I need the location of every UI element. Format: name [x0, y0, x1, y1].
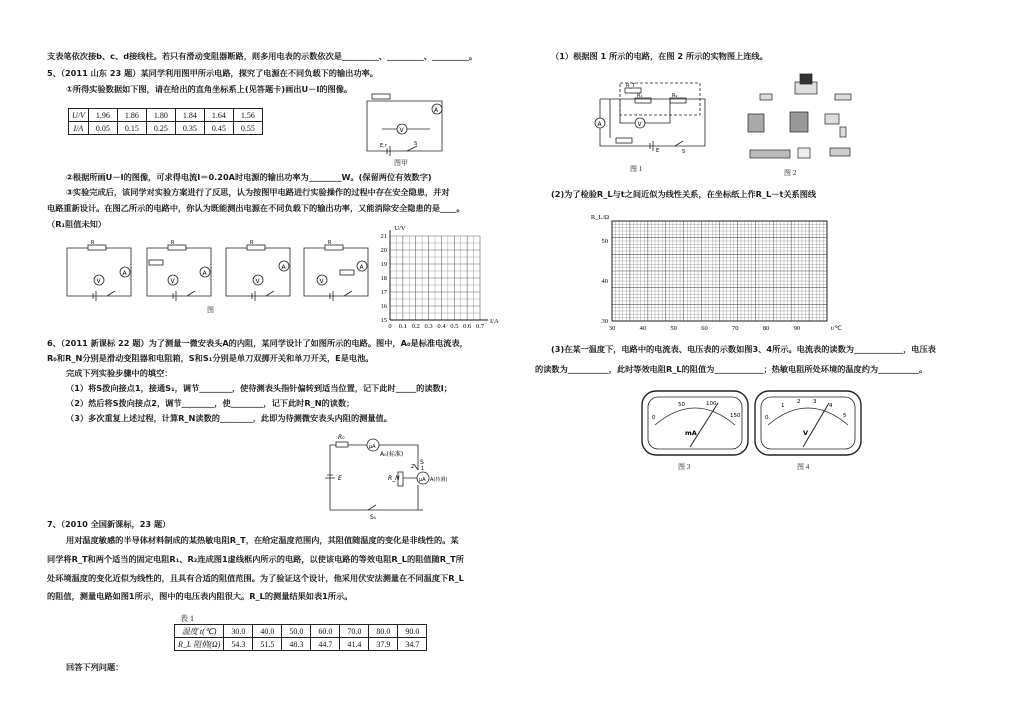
- text-line1: 支表笔依次接b、c、d接线柱。若只有滑动变阻器断路，则多用电表的示数依次是_________、_________、_________。: [47, 51, 478, 61]
- q7-line3: 处环境温度的变化近似为线性的，且具有合适的阻值范围。为了验证这个设计，他采用伏安法测量在不同温度下R_L: [47, 573, 464, 583]
- meter4-tick-0: 0: [765, 415, 769, 421]
- meter-v: [753, 389, 863, 457]
- fig2-caption: 图 2: [784, 169, 797, 177]
- svg-text:A: A: [359, 264, 364, 271]
- row-header: 温度 t(℃): [175, 625, 224, 638]
- table-cell: 40.0: [253, 625, 282, 638]
- x-axis-label: I/A: [490, 318, 499, 325]
- svg-text:R: R: [91, 240, 95, 246]
- q6-step2: （2）然后将S拨向接点2，调节________，使________，记下此时R_N的读数；: [66, 398, 355, 408]
- q5-data-table: [68, 108, 263, 135]
- table-cell: 30.0: [224, 625, 253, 638]
- table-cell: 41.4: [340, 638, 369, 651]
- table-cell: 0.25: [146, 122, 175, 135]
- table1: [174, 624, 427, 651]
- x-tick-label: 40: [639, 325, 647, 332]
- table-cell: 48.3: [282, 638, 311, 651]
- svg-text:S: S: [682, 149, 686, 155]
- q7-line1: 用对温度敏感的半导体材料制成的某热敏电阻R_T，在给定温度范围内，其阻值随温度的变化是非线性的。某: [66, 535, 459, 545]
- q5-part3-line1: ③实验完成后，该同学对实验方案进行了反思，认为按图甲电路进行实验操作的过程中存在安全隐患，并对: [66, 187, 450, 197]
- table-cell: 34.7: [398, 638, 427, 651]
- svg-text:R_T: R_T: [626, 83, 636, 89]
- x-axis-label: t/℃: [831, 325, 842, 332]
- svg-text:V: V: [399, 127, 404, 134]
- table-cell: 0.15: [117, 122, 146, 135]
- meter3-tick-1: 50: [678, 402, 685, 408]
- q5-heading: 5、（2011 山东 23 题）某同学利用图甲所示电路，探究了电源在不同负载下的输出功率。: [47, 68, 378, 78]
- q6-line2: R₀和R_N分别是滑动变阻器和电阻箱，S和S₁分别是单刀双掷开关和单刀开关，E是电池。: [47, 353, 374, 363]
- table-cell: 70.0: [340, 625, 369, 638]
- table-row: [175, 638, 427, 651]
- svg-text:V: V: [637, 121, 642, 128]
- y-tick-label: 19: [380, 261, 387, 268]
- table-cell: 0.05: [88, 122, 117, 135]
- circuit-option-d: [300, 240, 372, 302]
- q6-label-s1: S₁: [370, 514, 377, 521]
- table-cell: 90.0: [398, 625, 427, 638]
- x-tick-label: 70: [732, 325, 739, 332]
- svg-text:V: V: [255, 278, 260, 285]
- table-cell: 60.0: [311, 625, 340, 638]
- r-q3-line2: 的读数为__________，此时等效电阻R_L的阻值为____________；热敏电阻所处环境的温度约为__________。: [535, 364, 928, 374]
- x-tick-label: 0: [388, 323, 392, 330]
- q6-step1: （1）将S拨向接点1，接通S₁，调节________，使待测表头指针偏转到适当位置，记下此时_____的读数I；: [66, 383, 452, 393]
- table-cell: 1.86: [117, 109, 146, 122]
- meter3-tick-2: 100: [706, 401, 717, 407]
- q5-part3-line2: 电路重新设计。在图乙所示的电路中，你认为既能测出电源在不同负载下的输出功率，又能消除安全隐患的是____。: [47, 203, 465, 213]
- x-tick-label: 0.2: [411, 323, 420, 330]
- table-cell: 44.7: [311, 638, 340, 651]
- table-cell: 51.5: [253, 638, 282, 651]
- svg-text:S: S: [414, 141, 418, 147]
- q6-label-n1: 1: [421, 466, 425, 472]
- svg-text:A: A: [597, 121, 602, 128]
- table-cell: 1.64: [204, 109, 233, 122]
- svg-text:E: E: [656, 148, 660, 154]
- circuit-fig-jia: [362, 91, 452, 161]
- fig1-caption: 图 1: [630, 165, 643, 173]
- x-tick-label: 0.4: [437, 323, 446, 330]
- x-tick-label: 0.6: [463, 323, 472, 330]
- r-q2: (2)为了检验R_L与t之间近似为线性关系，在坐标纸上作R_L－t关系图线: [551, 189, 817, 199]
- meter3-tick-3: 150: [730, 413, 741, 419]
- fig-yi-caption: 图: [207, 306, 214, 314]
- table-row: [69, 122, 263, 135]
- table-cell: 1.84: [175, 109, 204, 122]
- rt-graph-paper: [580, 213, 850, 333]
- y-tick-label: 18: [380, 275, 387, 282]
- x-tick-label: 0.5: [450, 323, 459, 330]
- circuit-option-a: [63, 240, 135, 302]
- r-q1: （1）根据图 1 所示的电路，在图 2 所示的实物图上连线。: [551, 51, 768, 61]
- fig4-caption: 图 4: [797, 463, 810, 471]
- x-tick-label: 30: [608, 325, 616, 332]
- q6-label-a: A(待测): [430, 477, 448, 483]
- y-tick-label: 17: [380, 289, 387, 296]
- x-tick-label: 50: [670, 325, 677, 332]
- fig-jia-caption: 图甲: [394, 159, 408, 167]
- table-cell: 50.0: [282, 625, 311, 638]
- circuit-fig1: [590, 78, 710, 156]
- meter4-tick-2: 2: [797, 399, 801, 405]
- q5-part2: ②根据所画U－I的图像，可求得电流I＝0.20A时电源的输出功率为________W。(保留两位有效数字): [66, 172, 432, 182]
- meter4-unit: V: [803, 429, 809, 437]
- row-header: U/V: [69, 109, 89, 122]
- circuit-option-b: [143, 240, 215, 302]
- meter4-tick-1: 1: [781, 403, 785, 409]
- q5-part3-note: （R₁阻值未知）: [47, 219, 107, 229]
- table-cell: 0.45: [204, 122, 233, 135]
- q6-step3: （3）多次重复上述过程，计算R_N读数的________，此即为待测微安表头内阻的测量值。: [66, 413, 392, 423]
- meter4-tick-5: 5: [843, 413, 847, 419]
- circuit-option-c: [222, 240, 294, 302]
- y-tick-label: 40: [601, 278, 608, 285]
- svg-text:R₁: R₁: [637, 93, 643, 99]
- svg-text:μA: μA: [369, 444, 376, 450]
- table-cell: 80.0: [369, 625, 398, 638]
- meter4-tick-3: 3: [813, 399, 817, 405]
- table-row: [69, 109, 263, 122]
- x-tick-label: 0.7: [475, 323, 485, 330]
- q6-line3: 完成下列实验步骤中的填空：: [66, 368, 173, 378]
- meter3-tick-0: 0: [652, 415, 656, 421]
- table-cell: 0.55: [233, 122, 262, 135]
- x-tick-label: 0.1: [398, 323, 407, 330]
- q6-heading: 6、（2011 新课标 22 题）为了测量一微安表头A的内阻，某同学设计了如图所示的电路。图中，A₀是标准电流表，: [47, 338, 468, 348]
- svg-text:μA: μA: [419, 477, 426, 483]
- svg-text:E,r: E,r: [380, 143, 387, 149]
- svg-text:A: A: [122, 270, 127, 277]
- svg-text:A: A: [281, 264, 286, 271]
- table-cell: 54.3: [224, 638, 253, 651]
- y-tick-label: 16: [380, 303, 387, 310]
- meter3-unit: mA: [685, 429, 697, 437]
- meter-ma: [640, 389, 750, 457]
- y-axis-label: R_L/Ω: [590, 214, 610, 221]
- table-cell: 1.80: [146, 109, 175, 122]
- ui-graph-paper: [372, 225, 499, 334]
- y-tick-label: 15: [380, 317, 387, 324]
- q7-line2: 同学将R_T和两个适当的固定电阻R₁、R₂连成图1虚线框内所示的电路，以使该电路的等效电阻R_L的阻值随R_T所: [47, 554, 464, 564]
- q6-label-n2: 2: [411, 464, 415, 470]
- q6-label-a0: A₀(标准): [380, 451, 404, 458]
- svg-text:V: V: [319, 278, 324, 285]
- svg-text:A: A: [202, 270, 207, 277]
- svg-text:R: R: [250, 240, 254, 246]
- fig3-caption: 图 3: [678, 463, 691, 471]
- x-tick-label: 60: [701, 325, 708, 332]
- answer-prompt: 回答下列问题：: [66, 662, 124, 672]
- y-tick-label: 50: [601, 238, 608, 245]
- y-tick-label: 20: [380, 247, 387, 254]
- q6-label-rn: R_N: [388, 475, 400, 482]
- table-cell: 1.96: [88, 109, 117, 122]
- y-axis-label: U/V: [394, 225, 406, 232]
- table-row: [175, 625, 427, 638]
- q6-label-r0: R₀: [338, 434, 345, 441]
- row-header: R_L 阻值(Ω): [175, 638, 224, 651]
- table-cell: 37.9: [369, 638, 398, 651]
- q7-line4: 的阻值，测量电路如图1所示，图中的电压表内阻很大。R_L的测量结果如表1所示。: [47, 591, 353, 601]
- svg-text:R₂: R₂: [672, 93, 678, 99]
- circuit-q6: [318, 430, 448, 520]
- q5-part1: ①所得实验数据如下图，请在给出的直角坐标系上(见答题卡)画出U－I的图像。: [66, 84, 353, 94]
- x-tick-label: 90: [793, 325, 801, 332]
- svg-text:A: A: [434, 107, 439, 114]
- y-tick-label: 21: [380, 233, 387, 240]
- svg-text:R: R: [171, 240, 175, 246]
- row-header: I/A: [69, 122, 89, 135]
- table-cell: 1.56: [233, 109, 262, 122]
- q6-label-s: S: [420, 459, 424, 466]
- table-cell: 0.35: [175, 122, 204, 135]
- table1-title: 表 1: [180, 614, 194, 623]
- svg-text:V: V: [96, 278, 101, 285]
- x-tick-label: 0.3: [424, 323, 433, 330]
- q7-heading: 7、（2010 全国新课标，23 题）: [47, 519, 171, 529]
- svg-text:R: R: [328, 240, 332, 246]
- q6-label-e: E: [338, 475, 342, 482]
- r-q3-line1: (3)在某一温度下，电路中的电流表、电压表的示数如图3、4所示。电流表的读数为____________，电压表: [551, 344, 936, 354]
- meter4-tick-4: 4: [829, 403, 833, 409]
- y-tick-label: 30: [601, 318, 608, 325]
- apparatus-fig2: [740, 72, 865, 167]
- x-tick-label: 80: [762, 325, 770, 332]
- svg-text:V: V: [170, 278, 175, 285]
